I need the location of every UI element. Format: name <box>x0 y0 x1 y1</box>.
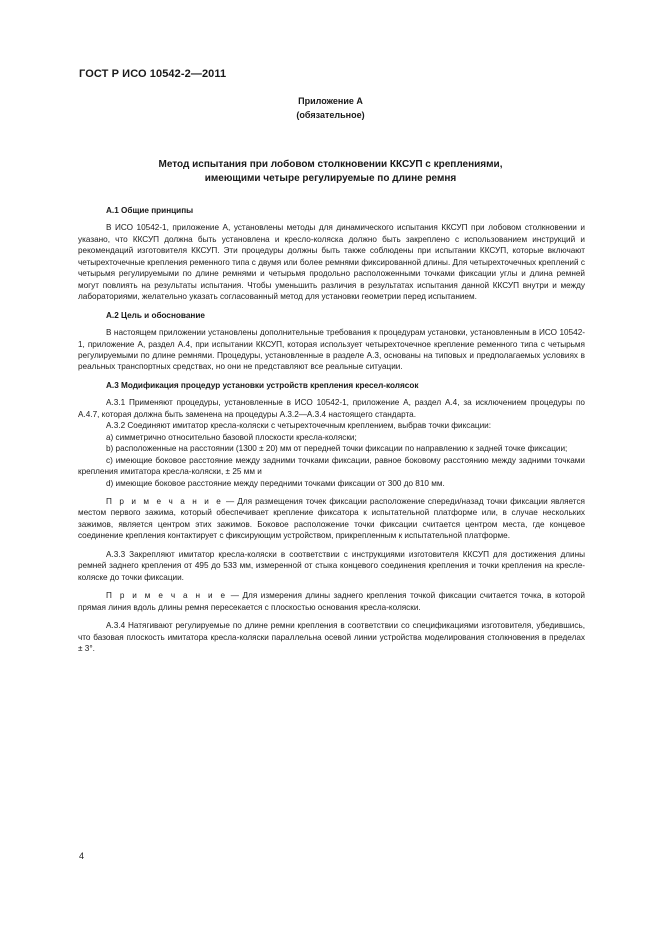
section-a1-text: В ИСО 10542-1, приложение А, установлены методы для динамического испытания ККСУП при лобовом столкновении и указано, что ККСУП должна быть установлена и кресло-коляска должно быть закреплено с использованием инструкций и рекомендаций изготовителя ККСУП. Эти процедуры должны быть также соблюдены при испытании ККСУП, которые включают четырехточечные крепления ременного типа с двумя или более ремнями фиксированной длины. Для четырехточечных креплений с четырьмя регулируемыми по длине ремнями и четырьмя продольно расположенными точками фиксации углы и длина ремней могут повлиять на результаты испытания. Чтобы уменьшить различия в результатах испытания данной ККСУП внутри и между лабораториями, желательно указать согласованный метод для установки геометрии перед испытанием. <box>78 223 585 302</box>
clause-a32: А.3.2 Соединяют имитатор кресла-коляски с четырехточечным креплением, выбрав точки фиксации: <box>106 421 492 431</box>
document-header: ГОСТ Р ИСО 10542-2—2011 <box>79 68 227 80</box>
note-2-text: — Для измерения длины заднего крепления точкой фиксации считается точка, в которой прямая линия вдоль длины ремня пересекается с плоскостью основания кресла-коляски. <box>78 591 586 612</box>
annex-title: Приложение А <box>298 96 363 106</box>
section-a2-text: В настоящем приложении установлены дополнительные требования к процедурам установки, установленным в ИСО 10542-1, приложение А, раздел А.4, при испытании ККСУП, которая использует четырехточечное крепление ременного типа с четырьмя регулируемыми по длине ремнями. Процедуры, установленные в разделе А.3, основаны на типовых и предполагаемых условиях в реальных транспортных средствах, но они не представляют все реальные ситуации. <box>78 328 585 372</box>
annex-heading <box>120 158 541 186</box>
note-1 <box>78 496 585 542</box>
clause-a31: А.3.1 Применяют процедуры, установленные в ИСО 10542-1, приложение А, раздел А.4, за исключением процедуры по А.4.7, которая должна быть заменена на процедуры А.3.2—А.3.4 настоящего стандарта. <box>78 398 585 419</box>
note-label: П р и м е ч а н и е <box>106 591 228 601</box>
page-number: 4 <box>79 851 85 861</box>
clause-a33: А.3.3 Закрепляют имитатор кресла-коляски в соответствии с инструкциями изготовителя ККСУП для достижения длины ремней заднего крепления от 495 до 533 мм, измеренной от стыка концевого соединения крепления и точки крепления на кресле-коляске до точки фиксации. <box>78 549 585 582</box>
note-2 <box>78 590 585 613</box>
annex-status: (обязательное) <box>296 110 365 120</box>
document-body <box>78 205 585 654</box>
clause-a34: А.3.4 Натягивают регулируемые по длине ремни крепления в соответствии со спецификациями изготовителя, убедившись, что базовая плоскость имитатора кресла-коляски параллельна осевой линии устройства моделирования столкновения в пределах ± 3°. <box>78 621 585 653</box>
list-item-a: а) симметрично относительно базовой плоскости кресла-коляски; <box>106 432 357 442</box>
section-a3-heading: А.3 Модификация процедур установки устройств крепления кресел-колясок <box>106 380 419 390</box>
section-a2-heading: А.2 Цель и обоснование <box>106 310 205 320</box>
annex-heading-line-1: Метод испытания при лобовом столкновении ККСУП с креплениями, <box>158 159 503 170</box>
section-a1-heading: А.1 Общие принципы <box>106 206 194 215</box>
list-item-b: b) расположенные на расстоянии (1300 ± 20) мм от передней точки фиксации по направлению к задней точке фиксации; <box>106 444 568 454</box>
list-item-c: с) имеющие боковое расстояние между задними точками фиксации, равное боковому расстоянию между задними точками крепления имитатора кресла-коляски, ± 25 мм и <box>78 455 585 477</box>
note-1-text: — Для размещения точек фиксации расположение спереди/назад точки фиксации является местом первого зажима, который обеспечивает крепление фиксатора к испытательной платформе или, в случае нескольких зажимов, является центром этих зажимов. Боковое расположение точки фиксации считается центром места, где концевое соединение крепления контактирует с фиксирующим устройством, прикрепленным к испытательной платформе. <box>78 496 585 541</box>
annex-heading-line-2: имеющими четыре регулируемые по длине ремня <box>204 173 457 184</box>
note-label: П р и м е ч а н и е <box>106 496 223 506</box>
list-item-d: d) имеющие боковое расстояние между передними точками фиксации от 300 до 810 мм. <box>106 478 445 488</box>
